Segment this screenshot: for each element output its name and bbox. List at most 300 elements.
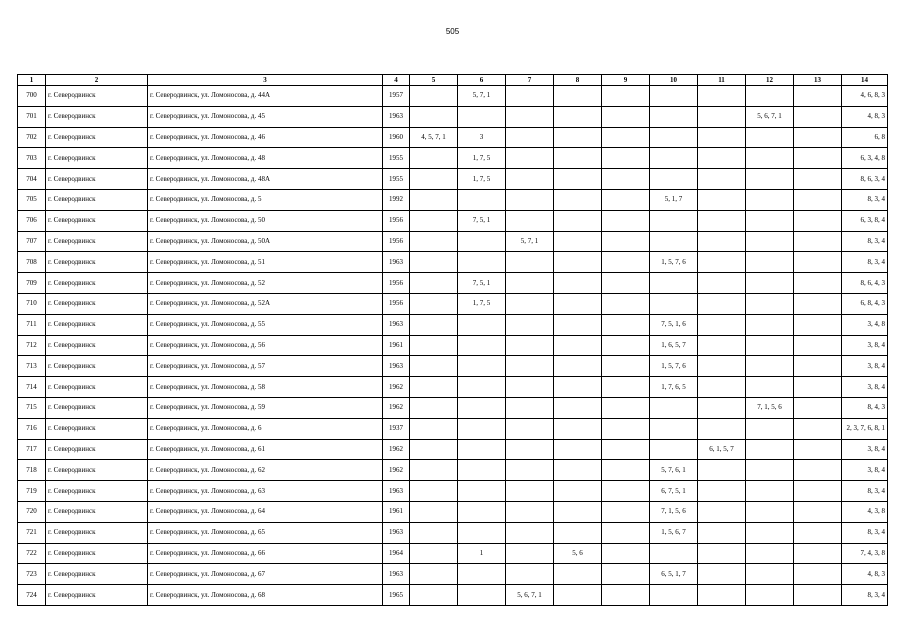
cell-year-built: 1963 [383,252,410,273]
cell-col-6 [458,522,506,543]
cell-col-11 [698,418,746,439]
cell-col-7 [506,460,554,481]
cell-address: г. Северодвинск, ул. Ломоносова, д. 52 [148,273,383,294]
table-row [18,106,888,127]
cell-col-12 [746,460,794,481]
cell-col-7 [506,522,554,543]
cell-col-8 [554,231,602,252]
cell-year-built: 1964 [383,543,410,564]
cell-col-11 [698,314,746,335]
cell-col-11 [698,189,746,210]
cell-col-11 [698,356,746,377]
cell-year-built: 1963 [383,522,410,543]
cell-address: г. Северодвинск, ул. Ломоносова, д. 58 [148,377,383,398]
cell-address: г. Северодвинск, ул. Ломоносова, д. 64 [148,501,383,522]
cell-year-built: 1963 [383,564,410,585]
cell-year-built: 1957 [383,86,410,107]
cell-col-12 [746,377,794,398]
cell-col-13 [794,231,842,252]
cell-col-8 [554,127,602,148]
cell-col-14: 8, 3, 4 [842,481,888,502]
cell-col-13 [794,148,842,169]
column-header-7: 7 [506,75,554,86]
cell-col-11 [698,127,746,148]
cell-col-12 [746,252,794,273]
column-header-10: 10 [650,75,698,86]
cell-col-13 [794,273,842,294]
cell-row-number: 714 [18,377,46,398]
cell-col-14: 3, 8, 4 [842,460,888,481]
column-header-9: 9 [602,75,650,86]
cell-address: г. Северодвинск, ул. Ломоносова, д. 48 [148,148,383,169]
cell-col-6 [458,564,506,585]
cell-col-8 [554,501,602,522]
cell-row-number: 704 [18,169,46,190]
cell-col-5 [410,377,458,398]
cell-row-number: 700 [18,86,46,107]
cell-col-10: 1, 6, 5, 7 [650,335,698,356]
cell-col-5 [410,356,458,377]
cell-col-11 [698,231,746,252]
table-row [18,460,888,481]
cell-col-12 [746,585,794,606]
cell-col-9 [602,522,650,543]
cell-col-11 [698,293,746,314]
table-header [18,75,888,86]
cell-col-13 [794,252,842,273]
cell-col-10 [650,148,698,169]
cell-col-8 [554,210,602,231]
cell-settlement: г. Северодвинск [46,169,148,190]
cell-col-5 [410,293,458,314]
cell-settlement: г. Северодвинск [46,377,148,398]
table-row [18,418,888,439]
cell-col-5 [410,169,458,190]
cell-col-14: 8, 4, 3 [842,397,888,418]
cell-col-14: 4, 3, 8 [842,501,888,522]
cell-col-14: 4, 6, 8, 3 [842,86,888,107]
cell-col-9 [602,210,650,231]
cell-col-12 [746,356,794,377]
cell-row-number: 711 [18,314,46,335]
cell-col-12 [746,127,794,148]
cell-address: г. Северодвинск, ул. Ломоносова, д. 67 [148,564,383,585]
cell-col-14: 6, 8 [842,127,888,148]
column-header-1: 1 [18,75,46,86]
column-header-14: 14 [842,75,888,86]
cell-col-7 [506,439,554,460]
cell-col-5 [410,481,458,502]
cell-address: г. Северодвинск, ул. Ломоносова, д. 59 [148,397,383,418]
cell-col-5 [410,106,458,127]
cell-col-11 [698,460,746,481]
table-row [18,252,888,273]
cell-col-10: 6, 5, 1, 7 [650,564,698,585]
cell-col-14: 8, 3, 4 [842,231,888,252]
cell-col-9 [602,460,650,481]
cell-col-8 [554,377,602,398]
cell-col-7: 5, 6, 7, 1 [506,585,554,606]
cell-col-8 [554,273,602,294]
cell-col-14: 6, 3, 8, 4 [842,210,888,231]
cell-col-13 [794,86,842,107]
cell-row-number: 708 [18,252,46,273]
cell-col-9 [602,377,650,398]
cell-col-12 [746,543,794,564]
cell-col-9 [602,501,650,522]
cell-col-7 [506,210,554,231]
cell-col-8 [554,481,602,502]
cell-col-8 [554,169,602,190]
cell-col-12 [746,564,794,585]
cell-col-5 [410,564,458,585]
cell-col-7 [506,543,554,564]
cell-col-5 [410,585,458,606]
housing-register-table [17,74,888,606]
table-row [18,585,888,606]
cell-col-9 [602,397,650,418]
cell-row-number: 719 [18,481,46,502]
cell-col-8 [554,86,602,107]
cell-row-number: 705 [18,189,46,210]
cell-col-10 [650,397,698,418]
cell-col-6: 3 [458,127,506,148]
cell-year-built: 1963 [383,314,410,335]
cell-col-12 [746,501,794,522]
cell-year-built: 1961 [383,501,410,522]
cell-col-6 [458,377,506,398]
cell-col-11 [698,273,746,294]
cell-col-11 [698,564,746,585]
cell-col-13 [794,356,842,377]
cell-address: г. Северодвинск, ул. Ломоносова, д. 5 [148,189,383,210]
cell-col-10 [650,127,698,148]
cell-col-13 [794,397,842,418]
cell-col-9 [602,314,650,335]
cell-col-10: 7, 1, 5, 6 [650,501,698,522]
column-header-11: 11 [698,75,746,86]
cell-col-5 [410,273,458,294]
cell-year-built: 1956 [383,210,410,231]
cell-col-8: 5, 6 [554,543,602,564]
cell-col-7 [506,189,554,210]
cell-col-6: 1, 7, 5 [458,293,506,314]
cell-col-7 [506,501,554,522]
cell-settlement: г. Северодвинск [46,418,148,439]
cell-col-5 [410,501,458,522]
cell-col-14: 8, 3, 4 [842,585,888,606]
cell-settlement: г. Северодвинск [46,314,148,335]
cell-year-built: 1960 [383,127,410,148]
cell-row-number: 720 [18,501,46,522]
table-row [18,273,888,294]
cell-col-6: 1 [458,543,506,564]
cell-row-number: 709 [18,273,46,294]
cell-year-built: 1956 [383,293,410,314]
cell-col-9 [602,439,650,460]
cell-row-number: 701 [18,106,46,127]
cell-address: г. Северодвинск, ул. Ломоносова, д. 44А [148,86,383,107]
cell-col-9 [602,86,650,107]
cell-settlement: г. Северодвинск [46,543,148,564]
column-header-5: 5 [410,75,458,86]
cell-col-13 [794,169,842,190]
cell-col-9 [602,293,650,314]
cell-col-6 [458,231,506,252]
cell-col-7 [506,418,554,439]
cell-row-number: 707 [18,231,46,252]
cell-col-10: 6, 7, 5, 1 [650,481,698,502]
cell-col-7 [506,481,554,502]
cell-col-10: 5, 7, 6, 1 [650,460,698,481]
cell-col-6 [458,501,506,522]
cell-year-built: 1962 [383,439,410,460]
table-row [18,127,888,148]
cell-address: г. Северодвинск, ул. Ломоносова, д. 61 [148,439,383,460]
cell-col-13 [794,314,842,335]
cell-address: г. Северодвинск, ул. Ломоносова, д. 50 [148,210,383,231]
cell-address: г. Северодвинск, ул. Ломоносова, д. 63 [148,481,383,502]
table-row [18,501,888,522]
cell-col-6 [458,189,506,210]
cell-settlement: г. Северодвинск [46,127,148,148]
cell-col-14: 3, 8, 4 [842,439,888,460]
cell-col-9 [602,273,650,294]
cell-col-8 [554,397,602,418]
cell-col-9 [602,252,650,273]
cell-col-9 [602,127,650,148]
cell-col-14: 3, 8, 4 [842,377,888,398]
cell-col-9 [602,231,650,252]
cell-col-6 [458,335,506,356]
cell-col-9 [602,585,650,606]
cell-year-built: 1963 [383,481,410,502]
cell-address: г. Северодвинск, ул. Ломоносова, д. 48А [148,169,383,190]
cell-col-11 [698,210,746,231]
cell-col-7 [506,377,554,398]
cell-col-5 [410,522,458,543]
cell-address: г. Северодвинск, ул. Ломоносова, д. 6 [148,418,383,439]
cell-settlement: г. Северодвинск [46,460,148,481]
cell-col-12 [746,335,794,356]
cell-col-11 [698,397,746,418]
cell-year-built: 1956 [383,273,410,294]
cell-col-12 [746,231,794,252]
cell-col-12 [746,481,794,502]
cell-col-9 [602,481,650,502]
cell-col-6 [458,585,506,606]
cell-col-14: 3, 8, 4 [842,335,888,356]
cell-settlement: г. Северодвинск [46,210,148,231]
cell-col-11 [698,585,746,606]
cell-year-built: 1963 [383,356,410,377]
cell-year-built: 1955 [383,169,410,190]
cell-col-11 [698,252,746,273]
cell-col-9 [602,335,650,356]
cell-row-number: 706 [18,210,46,231]
cell-settlement: г. Северодвинск [46,231,148,252]
cell-col-7 [506,564,554,585]
cell-col-7 [506,356,554,377]
cell-col-13 [794,377,842,398]
cell-col-10 [650,86,698,107]
cell-col-10 [650,106,698,127]
table-row [18,543,888,564]
cell-col-6 [458,481,506,502]
cell-col-12 [746,86,794,107]
table-row [18,335,888,356]
cell-col-11 [698,148,746,169]
cell-settlement: г. Северодвинск [46,273,148,294]
cell-col-13 [794,106,842,127]
cell-col-11 [698,522,746,543]
cell-col-7 [506,86,554,107]
cell-col-6: 1, 7, 5 [458,148,506,169]
cell-col-12 [746,418,794,439]
cell-row-number: 702 [18,127,46,148]
cell-col-12 [746,189,794,210]
cell-col-8 [554,314,602,335]
cell-col-10 [650,439,698,460]
column-header-4: 4 [383,75,410,86]
cell-address: г. Северодвинск, ул. Ломоносова, д. 46 [148,127,383,148]
cell-year-built: 1937 [383,418,410,439]
cell-col-11 [698,481,746,502]
cell-col-14: 6, 3, 4, 8 [842,148,888,169]
cell-col-13 [794,564,842,585]
cell-row-number: 713 [18,356,46,377]
column-header-13: 13 [794,75,842,86]
cell-col-6 [458,418,506,439]
cell-year-built: 1965 [383,585,410,606]
cell-col-8 [554,335,602,356]
table-row [18,189,888,210]
table-row [18,377,888,398]
cell-col-12 [746,273,794,294]
cell-col-9 [602,418,650,439]
cell-year-built: 1963 [383,106,410,127]
cell-col-9 [602,543,650,564]
cell-col-6 [458,252,506,273]
table-row [18,231,888,252]
cell-settlement: г. Северодвинск [46,106,148,127]
cell-col-5 [410,210,458,231]
cell-col-5: 4, 5, 7, 1 [410,127,458,148]
cell-col-14: 7, 4, 3, 8 [842,543,888,564]
table-row [18,148,888,169]
cell-row-number: 723 [18,564,46,585]
cell-col-13 [794,293,842,314]
cell-col-13 [794,418,842,439]
cell-col-5 [410,314,458,335]
cell-col-13 [794,522,842,543]
cell-col-6: 7, 5, 1 [458,210,506,231]
table-row [18,210,888,231]
cell-col-7 [506,169,554,190]
cell-settlement: г. Северодвинск [46,252,148,273]
cell-col-10: 1, 5, 7, 6 [650,356,698,377]
cell-year-built: 1962 [383,397,410,418]
cell-col-14: 8, 6, 3, 4 [842,169,888,190]
cell-col-6 [458,314,506,335]
cell-col-10: 7, 5, 1, 6 [650,314,698,335]
cell-year-built: 1962 [383,377,410,398]
cell-col-6 [458,106,506,127]
cell-col-7: 5, 7, 1 [506,231,554,252]
cell-col-12 [746,522,794,543]
cell-row-number: 722 [18,543,46,564]
cell-address: г. Северодвинск, ул. Ломоносова, д. 56 [148,335,383,356]
table-row [18,293,888,314]
cell-col-7 [506,148,554,169]
cell-col-8 [554,356,602,377]
cell-col-5 [410,189,458,210]
cell-col-14: 4, 8, 3 [842,564,888,585]
cell-col-9 [602,106,650,127]
column-header-2: 2 [46,75,148,86]
cell-col-13 [794,501,842,522]
cell-col-6: 5, 7, 1 [458,86,506,107]
cell-col-14: 8, 3, 4 [842,522,888,543]
cell-col-9 [602,169,650,190]
cell-col-6 [458,460,506,481]
cell-col-7 [506,293,554,314]
cell-col-10 [650,231,698,252]
header-row [18,75,888,86]
table-row [18,522,888,543]
cell-col-5 [410,460,458,481]
column-header-12: 12 [746,75,794,86]
cell-row-number: 710 [18,293,46,314]
cell-col-10 [650,293,698,314]
cell-col-6 [458,397,506,418]
cell-col-10: 1, 7, 6, 5 [650,377,698,398]
cell-row-number: 718 [18,460,46,481]
cell-col-8 [554,148,602,169]
cell-col-14: 6, 8, 4, 3 [842,293,888,314]
cell-col-6 [458,439,506,460]
cell-col-8 [554,522,602,543]
cell-settlement: г. Северодвинск [46,397,148,418]
cell-col-13 [794,439,842,460]
cell-col-10 [650,585,698,606]
cell-col-10 [650,418,698,439]
cell-col-5 [410,543,458,564]
cell-year-built: 1962 [383,460,410,481]
cell-col-5 [410,397,458,418]
cell-year-built: 1992 [383,189,410,210]
cell-col-12 [746,293,794,314]
cell-col-13 [794,460,842,481]
column-header-6: 6 [458,75,506,86]
cell-col-8 [554,418,602,439]
cell-col-13 [794,585,842,606]
cell-col-11: 6, 1, 5, 7 [698,439,746,460]
cell-col-7 [506,273,554,294]
table-row [18,439,888,460]
cell-col-12 [746,439,794,460]
cell-year-built: 1956 [383,231,410,252]
cell-address: г. Северодвинск, ул. Ломоносова, д. 65 [148,522,383,543]
cell-col-8 [554,439,602,460]
cell-address: г. Северодвинск, ул. Ломоносова, д. 68 [148,585,383,606]
cell-settlement: г. Северодвинск [46,86,148,107]
cell-row-number: 724 [18,585,46,606]
cell-row-number: 703 [18,148,46,169]
cell-settlement: г. Северодвинск [46,189,148,210]
cell-settlement: г. Северодвинск [46,356,148,377]
cell-col-11 [698,501,746,522]
